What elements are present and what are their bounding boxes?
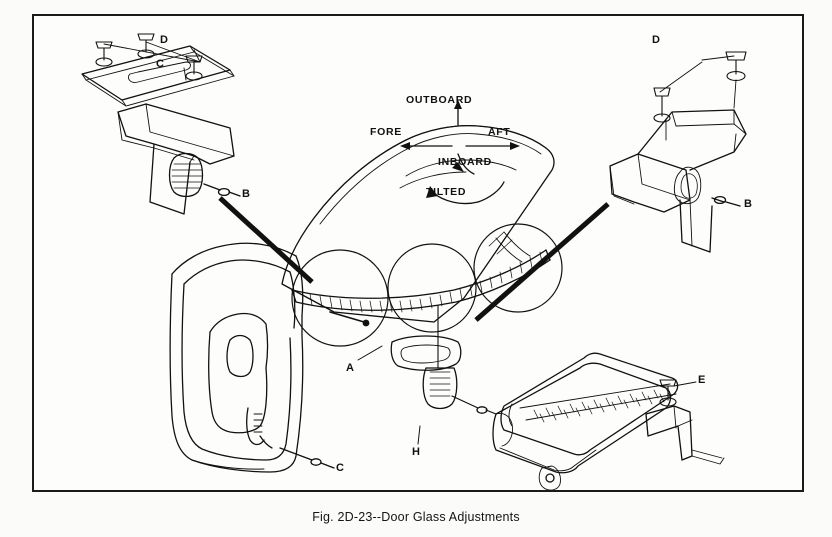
callout-c-bottom: C [336,462,345,474]
callout-b-right: B [744,198,753,210]
figure-caption: Fig. 2D-23--Door Glass Adjustments [312,510,520,524]
direction-label-outboard: OUTBOARD [406,94,473,106]
callout-d-left: D [160,34,169,46]
door-glass-adjustment-drawing [34,16,802,490]
callout-b-left: B [242,188,251,200]
direction-label-aft: AFT [488,126,511,138]
callout-h-center: H [412,446,421,458]
direction-label-tilted: TILTED [426,186,467,198]
direction-label-fore: FORE [370,126,402,138]
direction-label-inboard: INBOARD [438,156,492,168]
callout-e-right: E [698,374,706,386]
figure-border [32,14,804,492]
callout-d-right: D [652,34,661,46]
callout-a-center: A [346,362,355,374]
callout-c-left: C [156,58,165,70]
